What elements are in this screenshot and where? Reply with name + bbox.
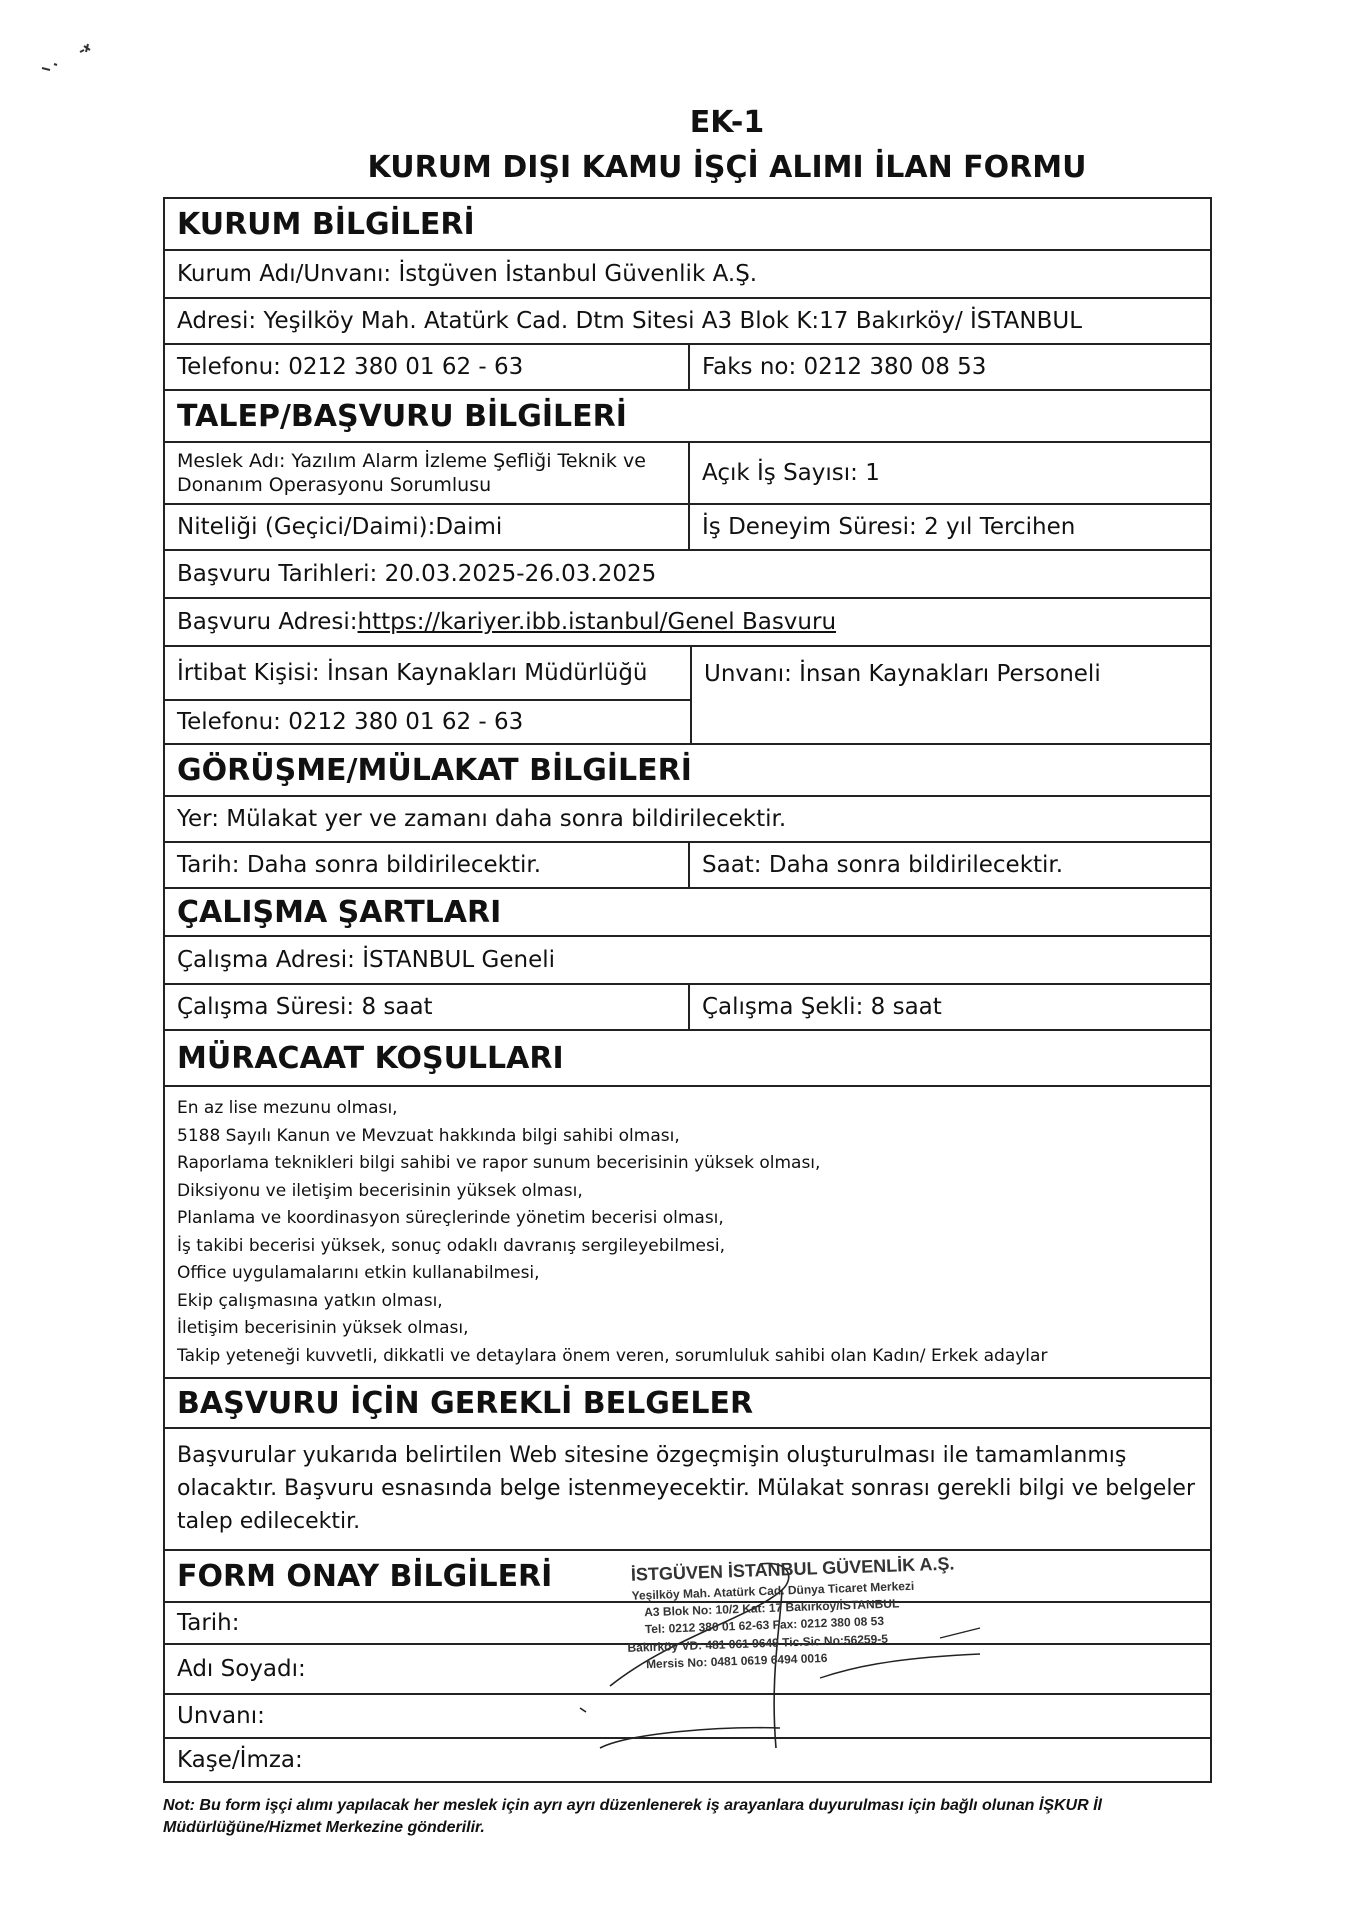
kurum-contact-row	[165, 345, 1210, 391]
work-address: Çalışma Adresi: İSTANBUL Geneli	[177, 947, 555, 973]
section-heading: GÖRÜŞME/MÜLAKAT BİLGİLERİ	[177, 752, 692, 788]
scan-mark-icon	[40, 38, 100, 78]
documents-text: Başvurular yukarıda belirtilen Web sitesine özgeçmişin oluşturulması ile tamamlanmış olacaktır. Başvuru esnasında belge istenmeyecektir. Mülakat sonrası gerekli bilgi ve belgeler talep edilecektir.	[177, 1443, 1196, 1534]
requirements-list	[165, 1087, 1210, 1377]
job-title: Meslek Adı: Yazılım Alarm İzleme Şefliği Teknik ve Donanım Operasyonu Sorumlusu	[165, 443, 690, 503]
section-gorusme-header	[165, 745, 1210, 797]
section-muracaat-header	[165, 1031, 1210, 1087]
section-heading: FORM ONAY BİLGİLERİ	[177, 1558, 553, 1594]
application-address-label: Başvuru Adresi:	[177, 609, 358, 635]
section-heading: ÇALIŞMA ŞARTLARI	[177, 894, 502, 930]
list-item: En az lise mezunu olması,	[177, 1098, 398, 1118]
list-item: Planlama ve koordinasyon süreçlerinde yönetim becerisi olması,	[177, 1208, 724, 1228]
stamp-tax: Bakırköy VD: 481 061 9649 Tic.Sic.No:56259-5	[627, 1631, 889, 1655]
stamp-address: Yeşilköy Mah. Atatürk Cad. Dünya Ticaret Merkezi	[631, 1578, 915, 1603]
institution-fax: Faks no: 0212 380 08 53	[702, 354, 987, 380]
interview-date: Tarih: Daha sonra bildirilecektir.	[165, 843, 690, 887]
section-kurum-header	[165, 199, 1210, 251]
experience-duration: İş Deneyim Süresi: 2 yıl Tercihen	[702, 514, 1076, 540]
talep-job-row	[165, 443, 1210, 505]
list-item: Ekip çalışmasına yatkın olması,	[177, 1290, 443, 1311]
approval-title-label: Unvanı:	[177, 1703, 265, 1729]
section-heading: TALEP/BAŞVURU BİLGİLERİ	[177, 398, 627, 434]
contact-person: İrtibat Kişisi: İnsan Kaynakları Müdürlüğü	[165, 647, 690, 701]
institution-address: Adresi: Yeşilköy Mah. Atatürk Cad. Dtm Sitesi A3 Blok K:17 Bakırköy/ İSTANBUL	[177, 308, 1083, 334]
list-item: İletişim becerisinin yüksek olması,	[177, 1318, 469, 1338]
work-duration: Çalışma Süresi: 8 saat	[165, 985, 690, 1029]
form-title: KURUM DIŞI KAMU İŞÇİ ALIMI İLAN FORMU	[367, 150, 1087, 185]
approval-date-label: Tarih:	[177, 1610, 240, 1636]
talep-dates-row	[165, 551, 1210, 599]
section-heading: MÜRACAAT KOŞULLARI	[177, 1040, 564, 1076]
contact-left-block	[165, 647, 692, 743]
kurum-address-row	[165, 299, 1210, 345]
talep-contact-row	[165, 647, 1210, 745]
list-item: İş takibi becerisi yüksek, sonuç odaklı davranış sergileyebilmesi,	[177, 1235, 726, 1256]
section-heading: BAŞVURU İÇİN GEREKLİ BELGELER	[177, 1385, 754, 1421]
application-link[interactable]: https://kariyer.ibb.istanbul/Genel Basvuru	[357, 609, 837, 635]
talep-address-row	[165, 599, 1210, 647]
list-item: Takip yeteneği kuvvetli, dikkatli ve detaylara önem veren, sorumluluk sahibi olan Kadın/ Erkek adaylar	[177, 1345, 1048, 1366]
institution-name: Kurum Adı/Unvanı: İstgüven İstanbul Güvenlik A.Ş.	[177, 261, 758, 287]
talep-nature-row	[165, 505, 1210, 551]
list-item: 5188 Sayılı Kanun ve Mevzuat hakkında bilgi sahibi olması,	[177, 1125, 680, 1146]
stamp-block: A3 Blok No: 10/2 Kat: 17 Bakırköy/İSTANBUL	[643, 1596, 900, 1620]
list-item: Office uygulamalarını etkin kullanabilmesi,	[177, 1263, 540, 1283]
gorusme-place-row	[165, 797, 1210, 843]
stamp-mersis: Mersis No: 0481 0619 6494 0016	[645, 1650, 828, 1672]
application-address	[165, 599, 1210, 645]
stamp-phone: Tel: 0212 380 01 62-63 Fax: 0212 380 08 53	[644, 1613, 885, 1637]
calisma-address-row	[165, 937, 1210, 985]
section-heading: KURUM BİLGİLERİ	[177, 206, 475, 242]
open-positions: Açık İş Sayısı: 1	[702, 460, 880, 486]
company-stamp	[623, 1549, 1028, 1713]
annex-label: EK-1	[689, 105, 765, 140]
section-talep-header	[165, 391, 1210, 443]
work-type: Çalışma Şekli: 8 saat	[702, 994, 942, 1020]
section-calisma-header	[165, 889, 1210, 937]
gorusme-time-row	[165, 843, 1210, 889]
list-item: Raporlama teknikleri bilgi sahibi ve rapor sunum becerisinin yüksek olması,	[177, 1153, 821, 1173]
approval-name-label: Adı Soyadı:	[177, 1656, 306, 1682]
job-nature: Niteliği (Geçici/Daimi):Daimi	[165, 505, 690, 549]
institution-phone: Telefonu: 0212 380 01 62 - 63	[165, 345, 690, 389]
list-item: Diksiyonu ve iletişim becerisinin yüksek olması,	[177, 1180, 583, 1201]
interview-place: Yer: Mülakat yer ve zamanı daha sonra bildirilecektir.	[177, 806, 787, 832]
kurum-name-row	[165, 251, 1210, 299]
interview-hour: Saat: Daha sonra bildirilecektir.	[702, 852, 1064, 878]
footnote: Not: Bu form işçi alımı yapılacak her meslek için ayrı ayrı düzenlenerek iş arayanlara duyurulması için bağlı olunan İŞKUR İl Müdürlüğüne/Hizmet Merkezine gönderilir.	[163, 1797, 1102, 1836]
muracaat-list-row	[165, 1087, 1210, 1379]
form-table	[163, 197, 1212, 1783]
calisma-terms-row	[165, 985, 1210, 1031]
section-belgeler-header	[165, 1379, 1210, 1429]
stamp-company: İSTGÜVEN İSTANBUL GÜVENLİK A.Ş.	[630, 1553, 955, 1585]
contact-phone: Telefonu: 0212 380 01 62 - 63	[177, 709, 524, 735]
contact-title: Unvanı: İnsan Kaynakları Personeli	[704, 661, 1101, 687]
approval-seal-label: Kaşe/İmza:	[177, 1747, 303, 1773]
application-dates: Başvuru Tarihleri: 20.03.2025-26.03.2025	[177, 561, 657, 587]
belgeler-text-row	[165, 1429, 1210, 1551]
